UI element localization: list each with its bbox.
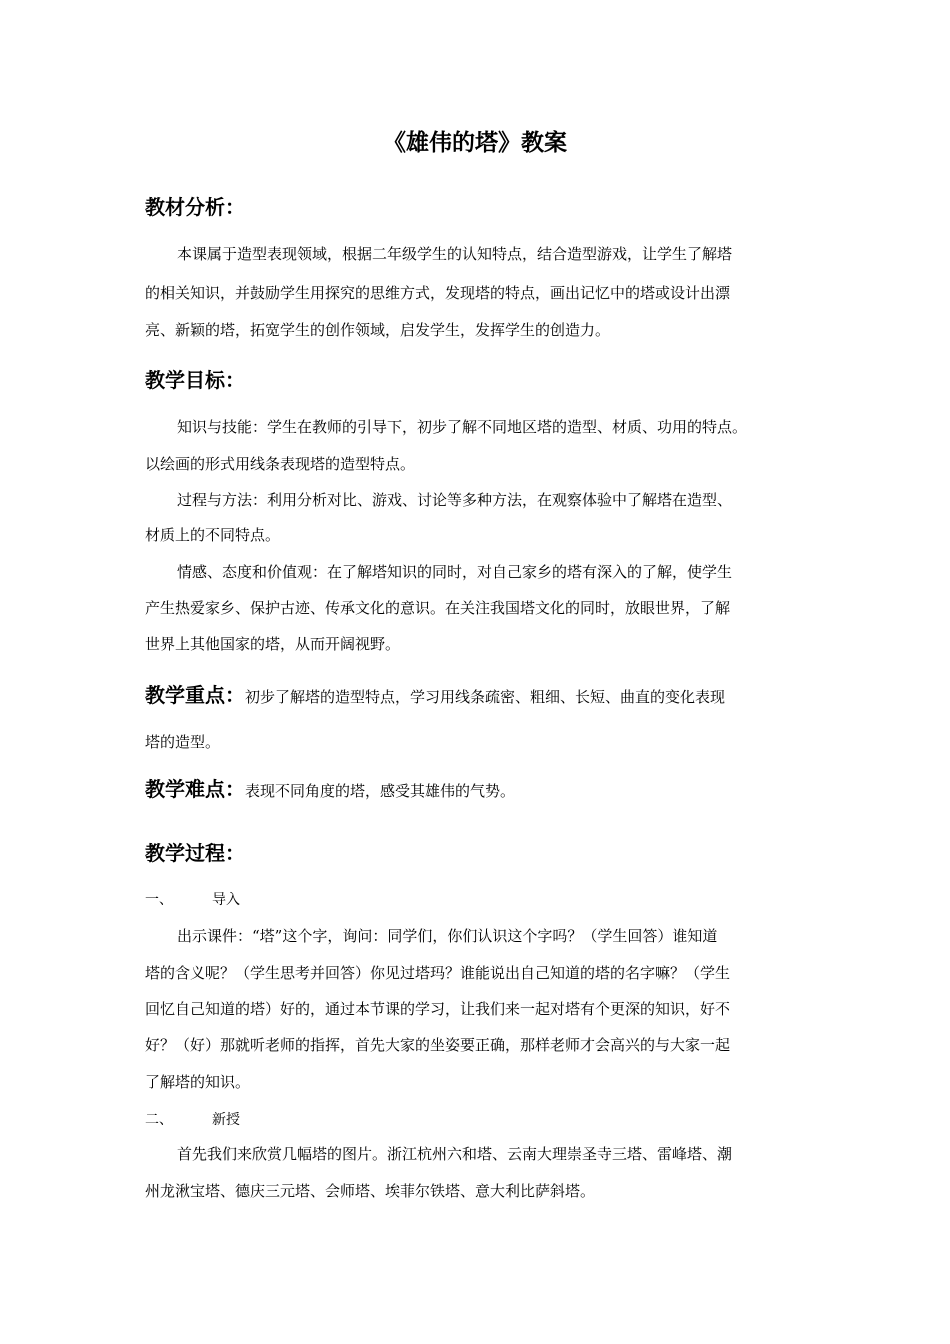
goals-process-line-1: 过程与方法：利用分析对比、游戏、讨论等多种方法，在观察体验中了解塔在造型、 [177,491,733,509]
step1-line-3: 回忆自己知道的塔）好的，通过本节课的学习，让我们来一起对塔有个更深的知识，好不 [145,1000,731,1018]
key-point-cont: 塔的造型。 [145,733,221,751]
difficulty-text: 表现不同角度的塔，感受其雄伟的气势。 [245,782,516,800]
key-point-text: 初步了解塔的造型特点，学习用线条疏密、粗细、长短、曲直的变化表现 [245,688,726,706]
goals-knowledge-line-2: 以绘画的形式用线条表现塔的造型特点。 [145,455,416,473]
step1-label: 导入 [212,892,240,908]
goals-emotion-line-1: 情感、态度和价值观：在了解塔知识的同时，对自己家乡的塔有深入的了解，使学生 [177,563,733,581]
step1-number: 一、 [145,892,173,908]
heading-analysis: 教材分析： [145,195,245,219]
step1-line-4: 好？（好）那就听老师的指挥，首先大家的坐姿要正确，那样老师才会高兴的与大家一起 [145,1036,731,1054]
heading-key-point: 教学重点： [145,683,245,707]
difficulty-row [145,775,515,805]
goals-emotion-line-3: 世界上其他国家的塔，从而开阔视野。 [145,635,401,653]
goals-emotion-line-2: 产生热爱家乡、保护古迹、传承文化的意识。在关注我国塔文化的同时，放眼世界，了解 [145,599,731,617]
step2-number: 二、 [145,1112,173,1128]
goals-process-line-2: 材质上的不同特点。 [145,526,281,544]
step2-label: 新授 [212,1112,240,1128]
heading-difficulty: 教学难点： [145,777,245,801]
key-point-row [145,681,725,711]
step2-line-2: 州龙湫宝塔、德庆三元塔、会师塔、埃菲尔铁塔、意大利比萨斜塔。 [145,1182,596,1200]
analysis-line-3: 亮、新颖的塔，拓宽学生的创作领域，启发学生，发挥学生的创造力。 [145,321,611,339]
document-title: 《雄伟的塔》教案 [383,129,567,156]
analysis-line-2: 的相关知识，并鼓励学生用探究的思维方式，发现塔的特点，画出记忆中的塔或设计出漂 [145,284,731,302]
goals-knowledge-line-1: 知识与技能：学生在教师的引导下，初步了解不同地区塔的造型、材质、功用的特点。 [177,418,748,436]
step1-line-5: 了解塔的知识。 [145,1073,251,1091]
step2-line-1: 首先我们来欣赏几幅塔的图片。浙江杭州六和塔、云南大理崇圣寺三塔、雷峰塔、潮 [177,1145,733,1163]
step1-line-2: 塔的含义呢？（学生思考并回答）你见过塔玛？谁能说出自己知道的塔的名字嘛？（学生 [145,964,731,982]
step1-line-1: 出示课件：“塔”这个字，询问：同学们，你们认识这个字吗？（学生回答）谁知道 [177,927,718,945]
heading-goals: 教学目标： [145,368,245,392]
heading-process: 教学过程： [145,841,245,865]
analysis-line-1: 本课属于造型表现领域，根据二年级学生的认知特点，结合造型游戏，让学生了解塔 [177,245,733,263]
